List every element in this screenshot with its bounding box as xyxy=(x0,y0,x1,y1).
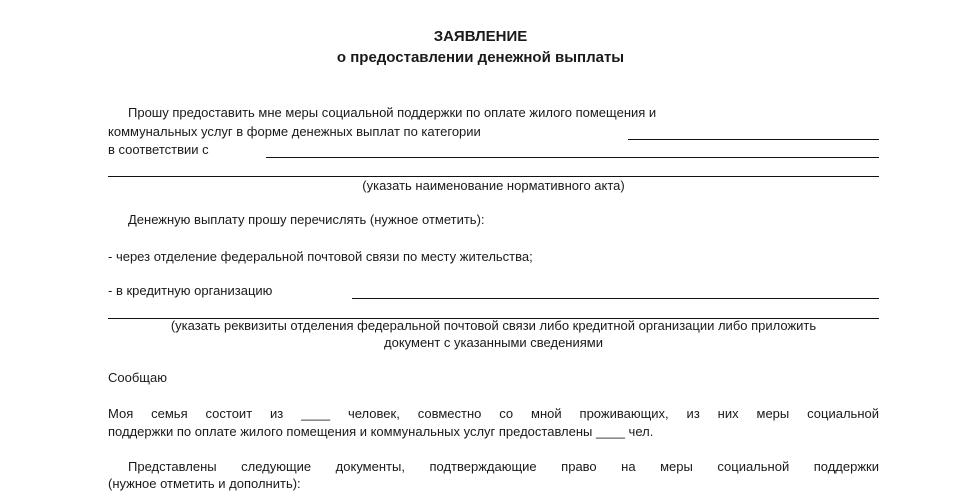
payment-option-post: - через отделение федеральной почтовой связи по месту жительства; xyxy=(108,249,533,264)
documents-line-1: Представлены следующие документы, подтверждающие право на меры социальной поддержки xyxy=(128,459,879,474)
request-paragraph-line-3: в соответствии с xyxy=(108,142,209,157)
family-line-1: Моя семья состоит из ____ человек, совместно со мной проживающих, из них меры социальной xyxy=(108,406,879,421)
document-title: ЗАЯВЛЕНИЕ xyxy=(433,28,528,45)
payment-intro: Денежную выплату прошу перечислять (нужное отметить): xyxy=(128,212,485,227)
bank-field-line-1 xyxy=(352,298,879,299)
requisites-hint-line-1: (указать реквизиты отделения федеральной почтовой связи либо кредитной организации либо приложить xyxy=(170,318,817,333)
requisites-hint-line-2: документ с указанными сведениями xyxy=(384,335,603,350)
request-paragraph-line-1: Прошу предоставить мне меры социальной поддержки по оплате жилого помещения и xyxy=(128,105,657,120)
act-hint: (указать наименование нормативного акта) xyxy=(362,178,625,193)
payment-option-bank: - в кредитную организацию xyxy=(108,283,273,298)
family-line-2: поддержки по оплате жилого помещения и коммунальных услуг предоставлены ____ чел. xyxy=(108,424,654,439)
documents-line-2: (нужное отметить и дополнить): xyxy=(108,476,301,491)
request-paragraph-line-2: коммунальных услуг в форме денежных выплат по категории xyxy=(108,124,481,139)
act-field-line-2 xyxy=(108,176,879,177)
document-subtitle: о предоставлении денежной выплаты xyxy=(336,49,625,66)
category-field-line xyxy=(628,139,879,140)
inform-label: Сообщаю xyxy=(108,370,167,385)
act-field-line-1 xyxy=(266,157,879,158)
